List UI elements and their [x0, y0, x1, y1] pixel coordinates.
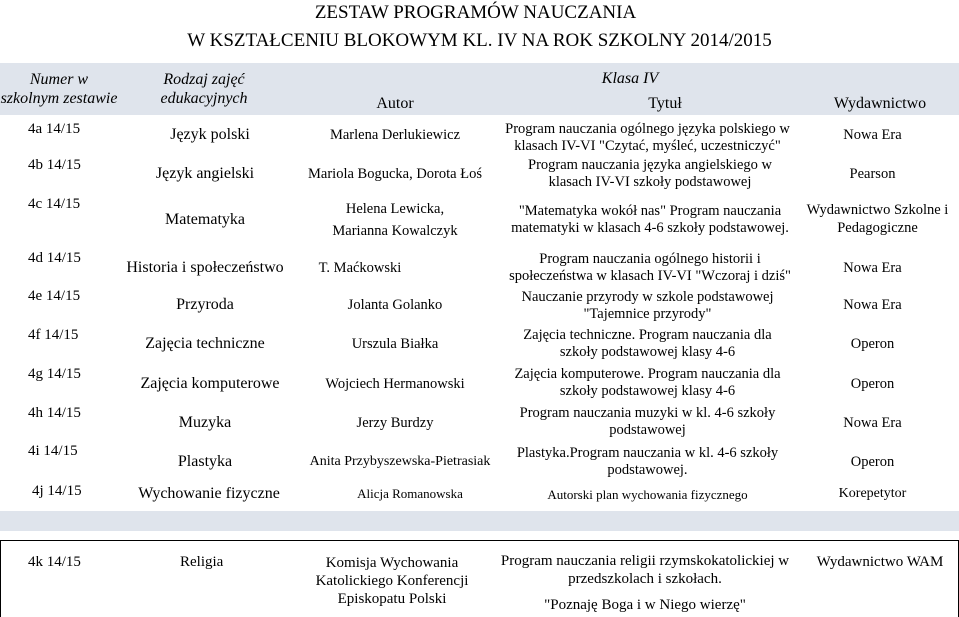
row-subject: Zajęcia techniczne: [145, 335, 265, 352]
row-author: Mariola Bogucka, Dorota Łoś: [308, 166, 482, 182]
row-title: Program nauczania języka angielskiego w klasach IV-VI szkoły podstawowej: [528, 157, 772, 190]
row-publisher: Operon: [850, 454, 895, 470]
separator-band: [0, 511, 959, 531]
extra-subject: Religia: [180, 554, 224, 570]
row-number: 4j 14/15: [32, 483, 82, 499]
table-border-left: [0, 540, 1, 617]
extra-author: Komisja Wychowania Katolickiego Konferencji Episkopatu Polski: [315, 555, 469, 607]
extra-title-line1: Program nauczania religii rzymskokatolickiej w przedszkolach i szkołach.: [500, 553, 790, 587]
table-border-top: [0, 540, 959, 541]
header-subject: Rodzaj zajęć edukacyjnych: [160, 71, 248, 107]
row-author: Alicja Romanowska: [357, 486, 463, 501]
row-title: Nauczanie przyrody w szkole podstawowej "Tajemnice przyrody": [521, 289, 774, 322]
row-number: 4g 14/15: [28, 366, 81, 382]
row-number: 4c 14/15: [28, 196, 81, 212]
row-number: 4e 14/15: [28, 288, 81, 304]
row-subject: Plastyka: [177, 453, 233, 470]
row-publisher: Pearson: [849, 166, 896, 182]
header-title: Tytuł: [648, 95, 682, 112]
row-title: Program nauczania ogólnego języka polskiego w klasach IV-VI "Czytać, myśleć, uczestniczyć": [505, 121, 790, 154]
row-author: Marlena Derlukiewicz: [329, 127, 461, 143]
row-author: Jolanta Golanko: [347, 297, 443, 313]
row-publisher: Nowa Era: [843, 260, 902, 276]
extra-number: 4k 14/15: [28, 554, 81, 570]
row-number: 4d 14/15: [28, 250, 81, 266]
row-title: "Matematyka wokół nas" Program nauczania matematyki w klasach 4-6 szkoły podstawowej.: [511, 203, 789, 236]
row-publisher: Korepetytor: [838, 486, 907, 501]
header-class: Klasa IV: [601, 70, 659, 87]
row-publisher: Operon: [850, 336, 895, 352]
row-title: Zajęcia komputerowe. Program nauczania dla szkoły podstawowej klasy 4-6: [514, 366, 781, 399]
row-subject: Język polski: [170, 126, 250, 143]
row-title: Plastyka.Program nauczania w kl. 4-6 szkoły podstawowej.: [516, 445, 779, 478]
row-title: Program nauczania muzyki w kl. 4-6 szkoły podstawowej: [519, 405, 776, 438]
extra-title-line2: "Poznaję Boga i w Niego wierzę": [544, 597, 746, 613]
row-publisher: Operon: [850, 376, 895, 392]
header-publisher: Wydawnictwo: [833, 95, 927, 112]
row-author: Jerzy Burdzy: [356, 415, 434, 431]
row-number: 4i 14/15: [28, 443, 78, 459]
row-title: Autorski plan wychowania fizycznego: [547, 486, 748, 502]
row-subject: Historia i społeczeństwo: [126, 259, 284, 276]
extra-publisher: Wydawnictwo WAM: [816, 554, 944, 570]
row-subject: Zajęcia komputerowe: [140, 375, 280, 392]
row-subject: Matematyka: [165, 211, 245, 228]
header-author: Autor: [376, 95, 414, 112]
row-number: 4a 14/15: [28, 121, 81, 137]
row-author: Urszula Białka: [351, 336, 439, 352]
row-author: Wojciech Hermanowski: [325, 376, 465, 392]
row-title: Program nauczania ogólnego historii i społeczeństwa w klasach IV-VI "Wczoraj i dziś": [509, 251, 791, 284]
row-author: T. Maćkowski: [318, 260, 402, 276]
row-publisher: Nowa Era: [843, 415, 902, 431]
row-subject: Wychowanie fizyczne: [138, 485, 280, 502]
row-number: 4h 14/15: [28, 405, 81, 421]
row-title: Zajęcia techniczne. Program nauczania dla szkoły podstawowej klasy 4-6: [523, 327, 772, 360]
row-publisher: Nowa Era: [843, 127, 902, 143]
row-number: 4b 14/15: [28, 157, 81, 173]
row-number: 4f 14/15: [28, 327, 79, 343]
row-publisher: Wydawnictwo Szkolne i Pedagogiczne: [806, 202, 949, 236]
row-publisher: Nowa Era: [843, 297, 902, 313]
document-subtitle: W KSZTAŁCENIU BLOKOWYM KL. IV NA ROK SZKOLNY 2014/2015: [187, 30, 772, 51]
row-author: Anita Przybyszewska-Pietrasiak: [309, 454, 491, 469]
row-subject: Muzyka: [178, 414, 232, 431]
row-subject: Język angielski: [155, 165, 255, 182]
header-number: Numer w szkolnym zestawie: [0, 71, 118, 107]
row-subject: Przyroda: [176, 296, 234, 313]
document-title: ZESTAW PROGRAMÓW NAUCZANIA: [314, 2, 637, 23]
row-author: Helena Lewicka, Marianna Kowalczyk: [332, 201, 458, 239]
